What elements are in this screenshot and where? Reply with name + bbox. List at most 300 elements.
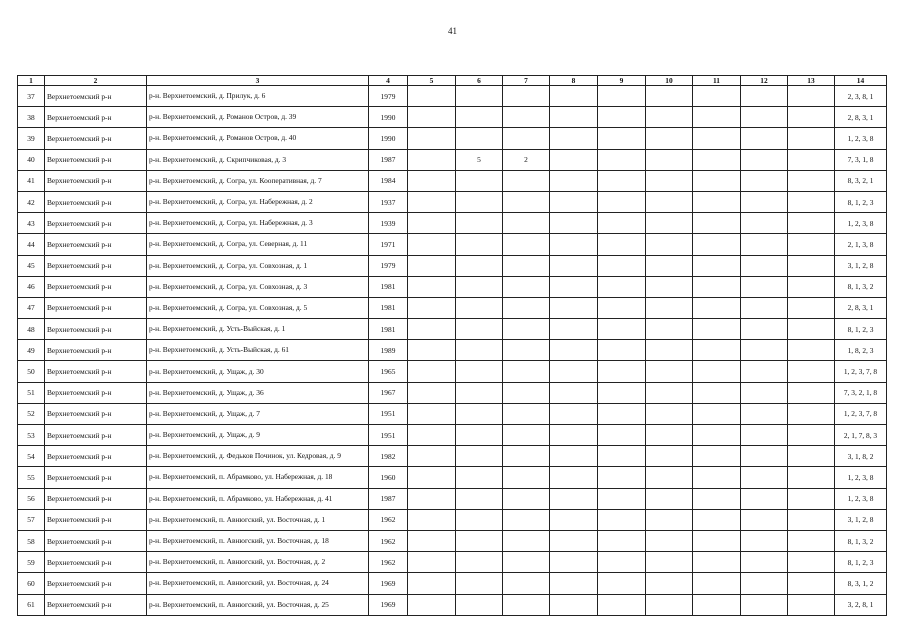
col5-cell (408, 488, 456, 509)
col7-cell (503, 319, 550, 340)
col13-cell (788, 255, 835, 276)
col7-cell (503, 170, 550, 191)
col8-cell (550, 297, 598, 318)
col6-cell (456, 297, 503, 318)
year-cell: 1951 (369, 425, 408, 446)
col9-cell (598, 213, 646, 234)
col6-cell (456, 361, 503, 382)
address-cell: р-н. Верхнетоемский, п. Авнюгский, ул. Восточная, д. 25 (147, 594, 369, 615)
address-cell: р-н. Верхнетоемский, п. Авнюгский, ул. Восточная, д. 24 (147, 573, 369, 594)
col8-cell (550, 340, 598, 361)
table-row (18, 467, 887, 488)
district-cell: Верхнетоемский р-н (45, 213, 147, 234)
col14-cell: 1, 2, 3, 8 (835, 488, 887, 509)
year-cell: 1987 (369, 488, 408, 509)
col12-cell (741, 552, 788, 573)
col6-cell (456, 530, 503, 551)
col10-cell (646, 128, 693, 149)
col11-cell (693, 276, 741, 297)
row-number-cell: 52 (18, 403, 45, 424)
col6-cell (456, 403, 503, 424)
col11-cell (693, 107, 741, 128)
col12-cell (741, 191, 788, 212)
col12-cell (741, 276, 788, 297)
col11-cell (693, 488, 741, 509)
col13-cell (788, 361, 835, 382)
col5-cell (408, 319, 456, 340)
district-cell: Верхнетоемский р-н (45, 403, 147, 424)
col5-cell (408, 255, 456, 276)
address-cell: р-н. Верхнетоемский, д. Ущаж, д. 9 (147, 425, 369, 446)
col10-cell (646, 530, 693, 551)
col9-cell (598, 255, 646, 276)
col7-cell (503, 425, 550, 446)
row-number-cell: 59 (18, 552, 45, 573)
district-cell: Верхнетоемский р-н (45, 340, 147, 361)
year-cell: 1989 (369, 340, 408, 361)
col14-cell: 7, 3, 1, 8 (835, 149, 887, 170)
col8-cell (550, 149, 598, 170)
col14-cell: 1, 2, 3, 7, 8 (835, 403, 887, 424)
year-cell: 1962 (369, 552, 408, 573)
col14-cell: 3, 1, 8, 2 (835, 446, 887, 467)
col8-cell (550, 86, 598, 107)
col8-cell (550, 382, 598, 403)
col10-cell (646, 552, 693, 573)
col13-cell (788, 530, 835, 551)
col12-cell (741, 361, 788, 382)
row-number-cell: 54 (18, 446, 45, 467)
col6-cell (456, 382, 503, 403)
column-header-13: 13 (788, 76, 835, 86)
col7-cell (503, 467, 550, 488)
address-cell: р-н. Верхнетоемский, д. Согра, ул. Совхозная, д. 1 (147, 255, 369, 276)
address-cell: р-н. Верхнетоемский, д. Согра, ул. Кооперативная, д. 7 (147, 170, 369, 191)
year-cell: 1979 (369, 255, 408, 276)
column-header-1: 1 (18, 76, 45, 86)
year-cell: 1939 (369, 213, 408, 234)
col12-cell (741, 213, 788, 234)
col14-cell: 2, 1, 7, 8, 3 (835, 425, 887, 446)
year-cell: 1969 (369, 573, 408, 594)
col9-cell (598, 107, 646, 128)
col14-cell: 3, 1, 2, 8 (835, 509, 887, 530)
col5-cell (408, 191, 456, 212)
col8-cell (550, 446, 598, 467)
col9-cell (598, 170, 646, 191)
col9-cell (598, 297, 646, 318)
col8-cell (550, 234, 598, 255)
col8-cell (550, 319, 598, 340)
address-cell: р-н. Верхнетоемский, д. Ущаж, д. 7 (147, 403, 369, 424)
col5-cell (408, 340, 456, 361)
address-cell: р-н. Верхнетоемский, д. Усть-Выйская, д. 1 (147, 319, 369, 340)
district-cell: Верхнетоемский р-н (45, 530, 147, 551)
col9-cell (598, 467, 646, 488)
row-number-cell: 49 (18, 340, 45, 361)
col11-cell (693, 509, 741, 530)
address-cell: р-н. Верхнетоемский, д. Согра, ул. Северная, д. 11 (147, 234, 369, 255)
col7-cell (503, 573, 550, 594)
col10-cell (646, 361, 693, 382)
col9-cell (598, 446, 646, 467)
col6-cell (456, 213, 503, 234)
year-cell: 1982 (369, 446, 408, 467)
col7-cell (503, 382, 550, 403)
col14-cell: 8, 1, 2, 3 (835, 191, 887, 212)
col10-cell (646, 149, 693, 170)
col6-cell (456, 552, 503, 573)
col7-cell (503, 552, 550, 573)
col10-cell (646, 107, 693, 128)
col9-cell (598, 234, 646, 255)
col12-cell (741, 149, 788, 170)
col12-cell (741, 319, 788, 340)
col5-cell (408, 382, 456, 403)
col6-cell (456, 255, 503, 276)
col9-cell (598, 319, 646, 340)
col8-cell (550, 467, 598, 488)
col5-cell (408, 128, 456, 149)
col6-cell (456, 340, 503, 361)
row-number-cell: 56 (18, 488, 45, 509)
register-table (17, 75, 887, 616)
col8-cell (550, 552, 598, 573)
year-cell: 1951 (369, 403, 408, 424)
col13-cell (788, 446, 835, 467)
col12-cell (741, 340, 788, 361)
col7-cell (503, 107, 550, 128)
table-row (18, 297, 887, 318)
col10-cell (646, 191, 693, 212)
col8-cell (550, 213, 598, 234)
col11-cell (693, 552, 741, 573)
year-cell: 1981 (369, 276, 408, 297)
column-header-6: 6 (456, 76, 503, 86)
year-cell: 1937 (369, 191, 408, 212)
col11-cell (693, 594, 741, 615)
col8-cell (550, 361, 598, 382)
col10-cell (646, 382, 693, 403)
col11-cell (693, 149, 741, 170)
table-row (18, 107, 887, 128)
column-header-7: 7 (503, 76, 550, 86)
col6-cell (456, 107, 503, 128)
col12-cell (741, 425, 788, 446)
col13-cell (788, 234, 835, 255)
address-cell: р-н. Верхнетоемский, д. Согра, ул. Набережная, д. 3 (147, 213, 369, 234)
col10-cell (646, 573, 693, 594)
col11-cell (693, 340, 741, 361)
col8-cell (550, 403, 598, 424)
col5-cell (408, 149, 456, 170)
col8-cell (550, 170, 598, 191)
district-cell: Верхнетоемский р-н (45, 297, 147, 318)
col13-cell (788, 467, 835, 488)
col11-cell (693, 425, 741, 446)
table-row (18, 128, 887, 149)
year-cell: 1987 (369, 149, 408, 170)
col8-cell (550, 488, 598, 509)
col12-cell (741, 234, 788, 255)
col11-cell (693, 191, 741, 212)
column-header-12: 12 (741, 76, 788, 86)
col13-cell (788, 594, 835, 615)
col13-cell (788, 552, 835, 573)
col13-cell (788, 382, 835, 403)
col12-cell (741, 573, 788, 594)
row-number-cell: 61 (18, 594, 45, 615)
table-row (18, 86, 887, 107)
col11-cell (693, 170, 741, 191)
col6-cell (456, 594, 503, 615)
district-cell: Верхнетоемский р-н (45, 361, 147, 382)
col10-cell (646, 488, 693, 509)
table-row (18, 319, 887, 340)
col5-cell (408, 509, 456, 530)
row-number-cell: 37 (18, 86, 45, 107)
column-header-14: 14 (835, 76, 887, 86)
year-cell: 1981 (369, 297, 408, 318)
col9-cell (598, 552, 646, 573)
year-cell: 1962 (369, 530, 408, 551)
col5-cell (408, 297, 456, 318)
col10-cell (646, 234, 693, 255)
district-cell: Верхнетоемский р-н (45, 446, 147, 467)
address-cell: р-н. Верхнетоемский, д. Романов Остров, д. 40 (147, 128, 369, 149)
col14-cell: 8, 1, 2, 3 (835, 552, 887, 573)
row-number-cell: 51 (18, 382, 45, 403)
column-header-4: 4 (369, 76, 408, 86)
col7-cell (503, 213, 550, 234)
col10-cell (646, 446, 693, 467)
col8-cell (550, 573, 598, 594)
col11-cell (693, 319, 741, 340)
col5-cell (408, 594, 456, 615)
district-cell: Верхнетоемский р-н (45, 107, 147, 128)
col9-cell (598, 382, 646, 403)
col14-cell: 1, 8, 2, 3 (835, 340, 887, 361)
district-cell: Верхнетоемский р-н (45, 425, 147, 446)
column-header-2: 2 (45, 76, 147, 86)
header-row (18, 76, 887, 86)
col8-cell (550, 530, 598, 551)
col13-cell (788, 170, 835, 191)
col7-cell (503, 255, 550, 276)
col8-cell (550, 425, 598, 446)
col5-cell (408, 276, 456, 297)
address-cell: р-н. Верхнетоемский, д. Прилук, д. 6 (147, 86, 369, 107)
col5-cell (408, 573, 456, 594)
col9-cell (598, 276, 646, 297)
year-cell: 1969 (369, 594, 408, 615)
table-row (18, 530, 887, 551)
col11-cell (693, 86, 741, 107)
col14-cell: 1, 2, 3, 8 (835, 213, 887, 234)
district-cell: Верхнетоемский р-н (45, 552, 147, 573)
col5-cell (408, 213, 456, 234)
address-cell: р-н. Верхнетоемский, д. Ущаж, д. 30 (147, 361, 369, 382)
year-cell: 1967 (369, 382, 408, 403)
address-cell: р-н. Верхнетоемский, п. Абрамково, ул. Набережная, д. 18 (147, 467, 369, 488)
col10-cell (646, 509, 693, 530)
address-cell: р-н. Верхнетоемский, д. Романов Остров, д. 39 (147, 107, 369, 128)
year-cell: 1971 (369, 234, 408, 255)
table-row (18, 552, 887, 573)
col7-cell (503, 509, 550, 530)
col9-cell (598, 509, 646, 530)
col6-cell (456, 488, 503, 509)
col13-cell (788, 107, 835, 128)
col13-cell (788, 149, 835, 170)
row-number-cell: 43 (18, 213, 45, 234)
column-header-8: 8 (550, 76, 598, 86)
col9-cell (598, 403, 646, 424)
col14-cell: 8, 3, 1, 2 (835, 573, 887, 594)
table-row (18, 234, 887, 255)
col9-cell (598, 594, 646, 615)
col7-cell (503, 191, 550, 212)
col10-cell (646, 297, 693, 318)
district-cell: Верхнетоемский р-н (45, 170, 147, 191)
table-row (18, 594, 887, 615)
col7-cell (503, 297, 550, 318)
year-cell: 1965 (369, 361, 408, 382)
table-row (18, 191, 887, 212)
address-cell: р-н. Верхнетоемский, д. Согра, ул. Совхозная, д. 3 (147, 276, 369, 297)
district-cell: Верхнетоемский р-н (45, 319, 147, 340)
col11-cell (693, 573, 741, 594)
year-cell: 1981 (369, 319, 408, 340)
table-row (18, 573, 887, 594)
col10-cell (646, 170, 693, 191)
col6-cell (456, 509, 503, 530)
col6-cell (456, 573, 503, 594)
col6-cell (456, 86, 503, 107)
col8-cell (550, 255, 598, 276)
address-cell: р-н. Верхнетоемский, д. Усть-Выйская, д. 61 (147, 340, 369, 361)
col7-cell (503, 86, 550, 107)
col10-cell (646, 319, 693, 340)
district-cell: Верхнетоемский р-н (45, 191, 147, 212)
column-header-11: 11 (693, 76, 741, 86)
col14-cell: 1, 2, 3, 8 (835, 128, 887, 149)
col6-cell (456, 128, 503, 149)
col10-cell (646, 594, 693, 615)
table-row (18, 446, 887, 467)
col7-cell (503, 530, 550, 551)
row-number-cell: 58 (18, 530, 45, 551)
col12-cell (741, 467, 788, 488)
col11-cell (693, 446, 741, 467)
col9-cell (598, 488, 646, 509)
col10-cell (646, 255, 693, 276)
row-number-cell: 46 (18, 276, 45, 297)
table-row (18, 382, 887, 403)
col5-cell (408, 170, 456, 191)
col14-cell: 2, 8, 3, 1 (835, 107, 887, 128)
col10-cell (646, 425, 693, 446)
col14-cell: 8, 1, 3, 2 (835, 276, 887, 297)
col7-cell (503, 403, 550, 424)
col14-cell: 3, 2, 8, 1 (835, 594, 887, 615)
row-number-cell: 41 (18, 170, 45, 191)
table-row (18, 276, 887, 297)
row-number-cell: 53 (18, 425, 45, 446)
col13-cell (788, 213, 835, 234)
table-body (18, 86, 887, 616)
table-row (18, 213, 887, 234)
column-header-3: 3 (147, 76, 369, 86)
col9-cell (598, 191, 646, 212)
col14-cell: 2, 8, 3, 1 (835, 297, 887, 318)
page-number: 41 (448, 26, 457, 36)
col7-cell (503, 488, 550, 509)
address-cell: р-н. Верхнетоемский, д. Федьков Починок, ул. Кедровая, д. 9 (147, 446, 369, 467)
column-header-5: 5 (408, 76, 456, 86)
col6-cell (456, 425, 503, 446)
col10-cell (646, 213, 693, 234)
address-cell: р-н. Верхнетоемский, д. Скрипчиковая, д. 3 (147, 149, 369, 170)
row-number-cell: 48 (18, 319, 45, 340)
table-row (18, 488, 887, 509)
year-cell: 1962 (369, 509, 408, 530)
col11-cell (693, 297, 741, 318)
col13-cell (788, 128, 835, 149)
table-row (18, 149, 887, 170)
col11-cell (693, 255, 741, 276)
year-cell: 1984 (369, 170, 408, 191)
col9-cell (598, 361, 646, 382)
col10-cell (646, 403, 693, 424)
address-cell: р-н. Верхнетоемский, п. Абрамково, ул. Набережная, д. 41 (147, 488, 369, 509)
col8-cell (550, 107, 598, 128)
col8-cell (550, 509, 598, 530)
col13-cell (788, 488, 835, 509)
col11-cell (693, 361, 741, 382)
col12-cell (741, 488, 788, 509)
district-cell: Верхнетоемский р-н (45, 382, 147, 403)
year-cell: 1979 (369, 86, 408, 107)
col14-cell: 8, 1, 2, 3 (835, 319, 887, 340)
col5-cell (408, 467, 456, 488)
col5-cell (408, 552, 456, 573)
col7-cell (503, 340, 550, 361)
col12-cell (741, 128, 788, 149)
col14-cell: 8, 3, 2, 1 (835, 170, 887, 191)
col10-cell (646, 467, 693, 488)
row-number-cell: 40 (18, 149, 45, 170)
address-cell: р-н. Верхнетоемский, д. Ущаж, д. 36 (147, 382, 369, 403)
col8-cell (550, 594, 598, 615)
col13-cell (788, 319, 835, 340)
col12-cell (741, 530, 788, 551)
col5-cell (408, 234, 456, 255)
district-cell: Верхнетоемский р-н (45, 594, 147, 615)
col7-cell (503, 276, 550, 297)
col9-cell (598, 425, 646, 446)
col7-cell (503, 128, 550, 149)
row-number-cell: 55 (18, 467, 45, 488)
column-header-9: 9 (598, 76, 646, 86)
col5-cell (408, 425, 456, 446)
col14-cell: 7, 3, 2, 1, 8 (835, 382, 887, 403)
col8-cell (550, 128, 598, 149)
col9-cell (598, 149, 646, 170)
col12-cell (741, 255, 788, 276)
table-row (18, 361, 887, 382)
col9-cell (598, 573, 646, 594)
